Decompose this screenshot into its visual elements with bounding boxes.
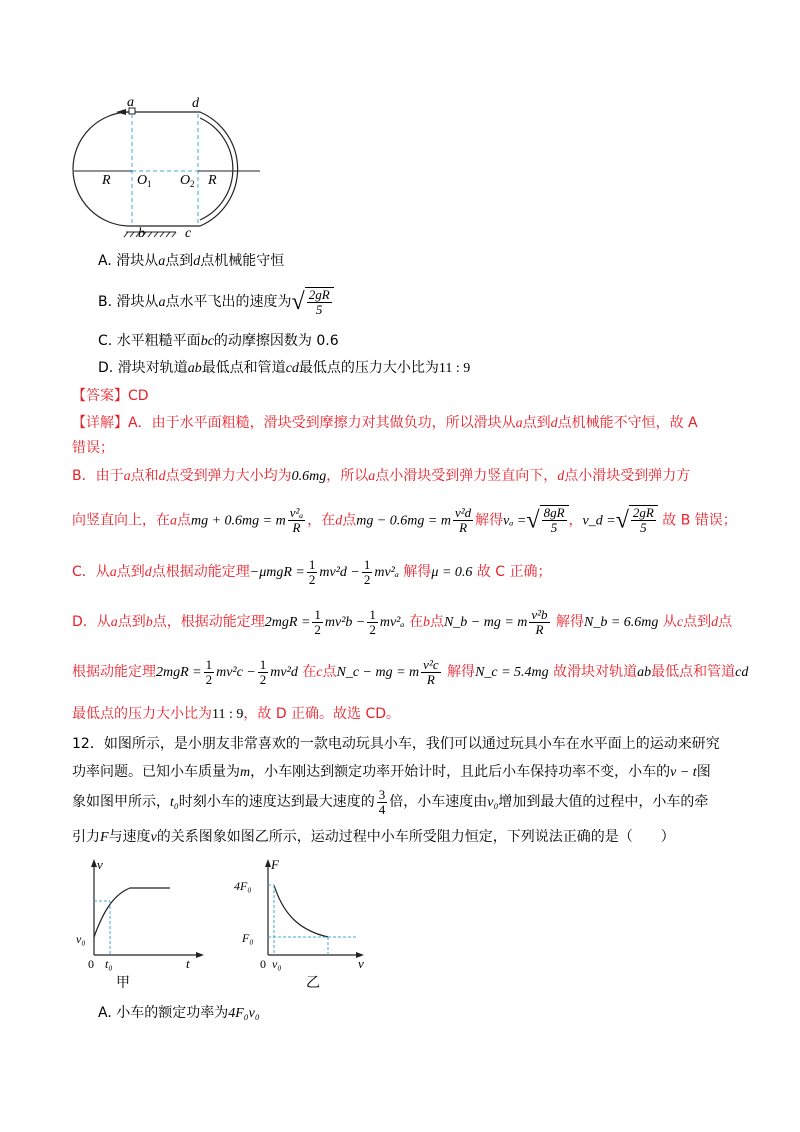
label-R-left: R xyxy=(102,173,111,188)
option-a: A. 滑块从a点到d点机械能守恒 xyxy=(98,253,285,269)
q12-option-a: A. 小车的额定功率为4F₀v₀ xyxy=(98,1005,260,1021)
jia-caption: 甲 xyxy=(116,976,130,990)
label-O1-sub: 1 xyxy=(147,179,152,189)
yi-origin: 0 xyxy=(260,957,266,971)
label-c: c xyxy=(185,226,192,241)
yi-F0: F₀ xyxy=(242,931,254,945)
jia-v0: v₀ xyxy=(76,932,86,946)
graph-jia xyxy=(72,855,212,990)
detail-d-line1: D．从a点到b点，根据动能定理2mgR = $\frac{1}{2}$ mv²b − $\frac{1}{2}$ mv²ₐ 在b点N_b − mg = m $\frac{\text{v²b}}{R}$ 解得N_b = 6.6mg 从c点到d点 xyxy=(72,606,733,637)
option-d: D. 滑块对轨道ab最低点和管道cd最低点的压力大小比为11 : 9 xyxy=(98,360,471,376)
yi-y-label: F xyxy=(271,857,279,872)
yi-4F0: 4F₀ xyxy=(234,879,252,893)
q12-line1: 12．如图所示，是小朋友非常喜欢的一款电动玩具小车，我们可以通过玩具小车在水平面上的运动来研究 xyxy=(72,736,720,752)
label-O1: O xyxy=(137,173,148,188)
track-diagram xyxy=(68,92,268,242)
label-a: a xyxy=(127,95,134,110)
q12-line2: 功率问题。已知小车质量为m，小车刚达到额定功率开始计时，且此后小车保持功率不变，小车的v − t图 xyxy=(72,764,711,780)
q12-line3: 象如图甲所示，t₀时刻小车的速度达到最大速度的 $\frac{3}{4}$ 倍，小车速度由v₀增加到最大值的过程中，小车的牵 xyxy=(72,786,709,817)
jia-y-label: v xyxy=(97,857,103,872)
option-b: B. 滑块从a点水平飞出的速度为√ $\frac{2gR}{5}$ xyxy=(98,287,334,317)
detail-b-line1: B．由于a点和d点受到弹力大小均为0.6mg，所以a点小滑块受到弹力竖直向下，d点小滑块受到弹力方 xyxy=(72,468,691,484)
detail-a-line1: 【详解】A．由于水平面粗糙，滑块受到摩擦力对其做负功，所以滑块从a点到d点机械能不守恒，故 A xyxy=(72,415,698,431)
option-c: C. 水平粗糙平面bc的动摩擦因数为 0.6 xyxy=(98,333,339,349)
detail-a-line2: 错误； xyxy=(72,440,114,456)
label-O2-sub: 2 xyxy=(190,179,195,189)
graph-yi xyxy=(228,855,378,990)
jia-origin: 0 xyxy=(88,957,94,971)
jia-t0: t₀ xyxy=(105,957,113,971)
yi-v0: v₀ xyxy=(272,957,282,971)
detail-b-line2: 向竖直向上，在a点mg + 0.6mg = m $\frac{\text{v²ₐ}}{R}$ ，在d点mg − 0.6mg = m $\frac{\text{v²d}}{R}$ 解得vₐ =√ $\frac{8gR}{5}$ ，v_d =√ $\frac{2gR}{5}$ 故 B 错误； xyxy=(72,505,737,536)
yi-caption: 乙 xyxy=(306,976,320,990)
detail-d-line3: 最低点的压力大小比为11 : 9，故 D 正确。故选 CD。 xyxy=(72,706,401,722)
label-b: b xyxy=(138,226,145,241)
q12-line4: 引力F与速度v的关系图象如图乙所示，运动过程中小车所受阻力恒定，下列说法正确的是（ ） xyxy=(72,829,675,845)
detail-d-line2: 根据动能定理2mgR = $\frac{1}{2}$ mv²c − $\frac{1}{2}$ mv²d 在c点N_c − mg = m $\frac{\text{v²c}}{R}$ 解得N_c = 5.4mg 故滑块对轨道ab最低点和管道cd xyxy=(72,656,749,687)
label-O2: O xyxy=(180,173,191,188)
yi-x-label: v xyxy=(358,956,364,971)
detail-c: C．从a点到d点根据动能定理−μmgR = $\frac{1}{2}$ mv²d − $\frac{1}{2}$ mv²ₐ 解得μ = 0.6 故 C 正确； xyxy=(72,556,552,587)
label-d: d xyxy=(192,96,199,111)
label-R-right: R xyxy=(208,173,217,188)
jia-x-label: t xyxy=(186,956,190,971)
answer: 【答案】CD xyxy=(72,388,149,404)
